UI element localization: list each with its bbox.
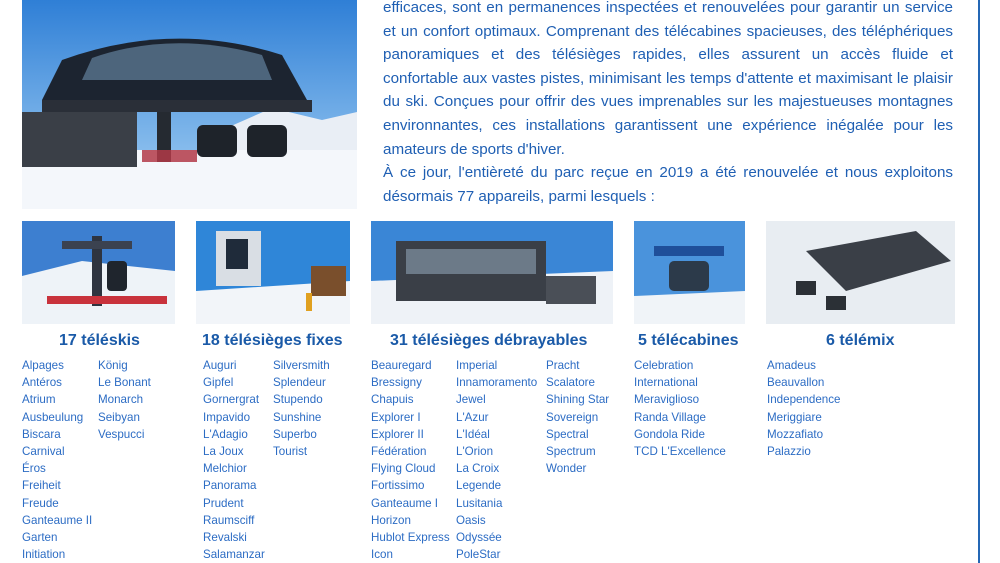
list-item: Independence bbox=[767, 393, 841, 407]
hero-photo-gondola-station bbox=[22, 0, 357, 209]
list-item: Le Bonant bbox=[98, 376, 151, 390]
category-title-telemix: 6 télémix bbox=[826, 332, 895, 349]
photo-teleski bbox=[22, 221, 175, 324]
category-title-telecabines: 5 télécabines bbox=[638, 332, 739, 349]
list-item: Lusitania bbox=[456, 496, 503, 510]
list-teleskis-col-2 bbox=[98, 357, 151, 443]
list-item: Stupendo bbox=[273, 393, 323, 407]
list-item: Beauregard bbox=[371, 359, 432, 372]
list-item: Panorama bbox=[203, 479, 257, 493]
right-border-rule bbox=[978, 0, 980, 563]
list-item: Gondola Ride bbox=[634, 427, 705, 441]
list-item: Explorer II bbox=[371, 427, 424, 441]
list-item: Auguri bbox=[203, 359, 237, 372]
list-item: Wonder bbox=[546, 462, 587, 476]
list-item: Seibyan bbox=[98, 410, 140, 424]
list-telemix-col-1 bbox=[767, 357, 841, 460]
list-item: Spectrum bbox=[546, 445, 596, 459]
list-item: International bbox=[634, 376, 698, 390]
list-item: Scalatore bbox=[546, 376, 595, 390]
list-item: Sunshine bbox=[273, 410, 322, 424]
list-item: Initiation bbox=[22, 548, 66, 562]
paragraph-text-1: efficaces, sont en permanences inspectées et renouvelées pour garantir un service et un confort optimaux. Comprenant des télécabines spacieuses, des téléphériques panoramiques et des télésièges rapides, elles assurent un accès fluide et confortable aux vastes pistes, minimisant les temps d'attente et maximisant le plaisir du ski. Conçues pour offrir des vues imprenables sur les majestueuses montagnes environnantes, ces installations garantissent une expérience inégalée pour les amateurs de sports d'hiver. bbox=[383, 0, 953, 158]
list-item: Impavido bbox=[203, 410, 251, 424]
list-item: Chapuis bbox=[371, 393, 414, 407]
list-item: Odyssée bbox=[456, 531, 502, 545]
paragraph-text-2: À ce jour, l'entièreté du parc reçue en 2019 a été renouvelée et nous exploitons désormais 77 appareils, parmi lesquels : bbox=[383, 164, 953, 205]
list-item: Éros bbox=[22, 462, 46, 476]
list-item: Meriggiare bbox=[767, 410, 822, 424]
list-item: Jewel bbox=[456, 393, 486, 407]
list-item: Vespucci bbox=[98, 427, 145, 441]
list-item: Fédération bbox=[371, 445, 427, 459]
list-item: La Croix bbox=[456, 462, 500, 476]
list-item: Explorer I bbox=[371, 410, 421, 424]
list-item: Spectral bbox=[546, 427, 589, 441]
list-item: Splendeur bbox=[273, 376, 326, 390]
list-item: Amadeus bbox=[767, 359, 816, 372]
list-item: Freiheit bbox=[22, 479, 61, 493]
category-title-telesieges-debrayables: 31 télésièges débrayables bbox=[390, 332, 588, 349]
list-item: L'Azur bbox=[456, 410, 489, 424]
list-item: Salamanzar bbox=[203, 548, 265, 562]
list-item: Ganteaume II bbox=[22, 513, 93, 527]
list-item: Mozzafiato bbox=[767, 427, 824, 441]
list-debrayables-col-2 bbox=[456, 357, 537, 563]
list-item: La Joux bbox=[203, 445, 244, 459]
category-title-teleskis: 17 téléskis bbox=[59, 332, 140, 349]
list-item: Superbo bbox=[273, 427, 317, 441]
list-item: L'Orion bbox=[456, 445, 494, 459]
list-item: Fortissimo bbox=[371, 479, 425, 493]
list-item: Biscara bbox=[22, 427, 61, 441]
list-item: Gipfel bbox=[203, 376, 234, 390]
list-item: Meraviglioso bbox=[634, 393, 700, 407]
photo-telecabine bbox=[634, 221, 745, 324]
list-fixes-col-1 bbox=[203, 357, 265, 563]
list-item: L'Idéal bbox=[456, 427, 490, 441]
list-item: Gornergrat bbox=[203, 393, 260, 407]
list-item: TCD L'Excellence bbox=[634, 445, 726, 459]
list-item: Monarch bbox=[98, 393, 144, 407]
list-telecabines-col-1 bbox=[634, 357, 726, 460]
list-item: PoleStar bbox=[456, 548, 501, 562]
list-item: Silversmith bbox=[273, 359, 330, 372]
list-item: Shining Star bbox=[546, 393, 610, 407]
list-item: Ausbeulung bbox=[22, 410, 84, 424]
list-item: Oasis bbox=[456, 513, 486, 527]
list-item: Icon bbox=[371, 548, 393, 562]
list-item: Beauvallon bbox=[767, 376, 825, 390]
list-item: Celebration bbox=[634, 359, 694, 372]
list-item: Alpages bbox=[22, 359, 64, 372]
photo-telesiege-debrayable bbox=[371, 221, 613, 324]
list-item: Imperial bbox=[456, 359, 498, 372]
list-item: Innamoramento bbox=[456, 376, 538, 390]
list-item: Horizon bbox=[371, 513, 411, 527]
list-item: Bressigny bbox=[371, 376, 422, 390]
list-fixes-col-2 bbox=[273, 357, 330, 460]
photo-telesiege-fixe bbox=[196, 221, 350, 324]
list-item: Freude bbox=[22, 496, 59, 510]
list-item: Raumsciff bbox=[203, 513, 255, 527]
list-item: Sovereign bbox=[546, 410, 599, 424]
list-item: Hublot Express bbox=[371, 531, 450, 545]
list-item: Atrium bbox=[22, 393, 56, 407]
list-debrayables-col-3 bbox=[546, 357, 609, 477]
category-title-telesieges-fixes: 18 télésièges fixes bbox=[202, 332, 343, 349]
list-item: Pracht bbox=[546, 359, 580, 372]
list-item: Randa Village bbox=[634, 410, 706, 424]
list-debrayables-col-1 bbox=[371, 357, 450, 563]
list-item: L'Adagio bbox=[203, 427, 248, 441]
list-item: Antéros bbox=[22, 376, 62, 390]
list-teleskis-col-1 bbox=[22, 357, 92, 563]
list-item: Revalski bbox=[203, 531, 247, 545]
list-item: Palazzio bbox=[767, 445, 811, 459]
list-item: Prudent bbox=[203, 496, 244, 510]
list-item: Legende bbox=[456, 479, 502, 493]
photo-telemix bbox=[766, 221, 955, 324]
list-item: Carnival bbox=[22, 445, 65, 459]
description-paragraph bbox=[383, 0, 953, 208]
list-item: Melchior bbox=[203, 462, 247, 476]
list-item: Tourist bbox=[273, 445, 308, 459]
list-item: König bbox=[98, 359, 128, 372]
list-item: Ganteaume I bbox=[371, 496, 439, 510]
list-item: Flying Cloud bbox=[371, 462, 436, 476]
list-item: Garten bbox=[22, 531, 58, 545]
